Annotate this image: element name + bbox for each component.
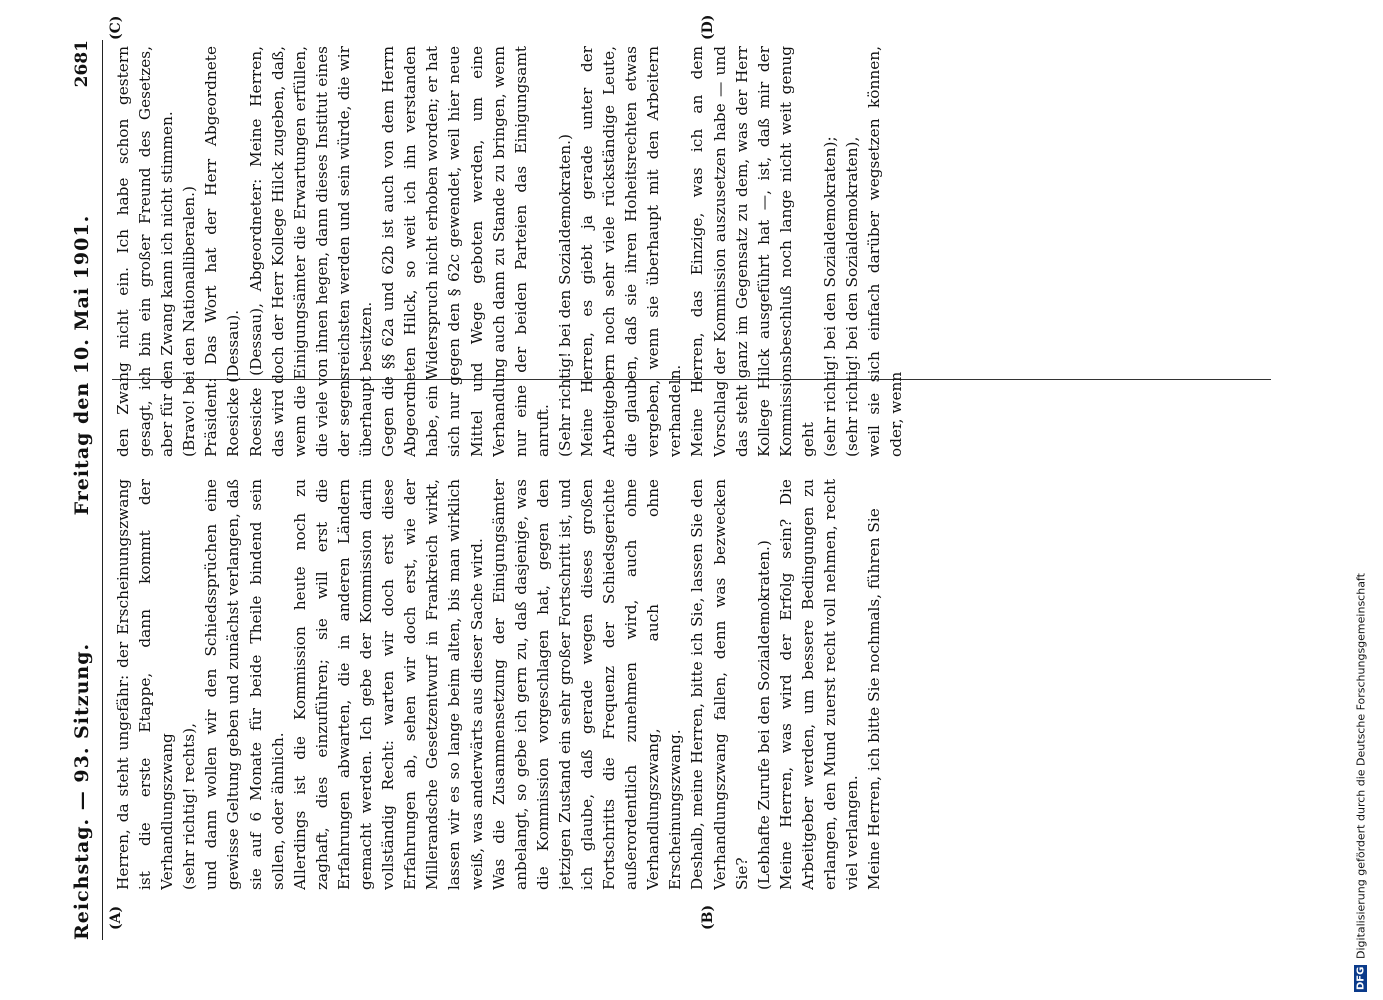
paragraph: Gegen die §§ 62a und 62b ist auch von dem Herrn Abgeordneten Hilck, so weit ich ihn verstanden habe, ein Widerspruch nicht erhoben worden; er hat sich nur gegen den § 62c gewendet, weil hier neue Mittel und Wege geboten werden, um eine Verhandlung auch dann zu Stande zu bringen, wenn nur eine der beiden Parteien das Einigungsamt anruft. — [379, 46, 552, 457]
paragraph: Meine Herren, es giebt ja gerade unter der Arbeitgebern noch sehr viele rückständige Leute, die glauben, daß sie ihren Hoheitsrechten etwas vergeben, wenn sie überhaupt mit den Arbeitern verhandeln. — [577, 46, 685, 457]
paragraph: Roesicke (Dessau), Abgeordneter: Meine Herren, das wird doch der Herr Kollege Hilck zugeben, daß, wenn die Einigungsämter die Erwartungen erfüllen, die viele von ihnen hegen, dann dieses Institut eines der segensreichsten werden und sein würde, die wir überhaupt besitzen. — [246, 46, 376, 457]
running-header — [62, 40, 103, 940]
paragraph: Präsident: Das Wort hat der Herr Abgeordnete Roesicke (Dessau). — [202, 46, 243, 457]
paragraph: (sehr richtig! rechts), — [180, 723, 199, 890]
page-number: 2681 — [72, 40, 92, 88]
paragraph: (Sehr richtig! bei den Sozialdemokraten.) — [555, 134, 574, 457]
header-date: Freitag den 10. Mai 1901. — [71, 214, 93, 516]
right-column — [112, 46, 1271, 457]
margin-marker-a: (A) — [108, 905, 124, 930]
paragraph: Meine Herren, das Einzige, was ich an dem Vorschlag der Kommission auszusetzen habe — und das steht ganz im Gegensatz zu dem, was der Herr Kollege Hilck ausgeführt hat —, ist, daß mir der Kommissionsbeschluß noch lange nicht weit genug geht — [688, 46, 817, 457]
paragraph: (sehr richtig! bei den Sozialdemokraten), — [843, 136, 862, 457]
paragraph: (Bravo! bei den Nationalliberalen.) — [180, 186, 199, 457]
paragraph: und dann wollen wir den Schiedssprüchen eine gewisse Geltung geben und zunächst verlangen, daß sie auf 6 Monate für beide Theile bindend sein sollen, oder ähnlich. — [202, 479, 287, 890]
paragraph: (Lebhafte Zurufe bei den Sozialdemokraten.) — [754, 540, 773, 890]
paragraph: Meine Herren, ich bitte Sie nochmals, führen Sie — [865, 508, 884, 890]
paragraph: Meine Herren, was wird der Erfolg sein? Die Arbeitgeber werden, um bessere Bedingungen zu erlangen, den Mund zuerst recht voll nehmen, recht viel verlangen. — [776, 479, 862, 890]
left-column — [112, 479, 1271, 890]
paragraph: (sehr richtig! bei den Sozialdemokraten); — [821, 136, 839, 457]
text-columns — [112, 46, 1271, 890]
margin-marker-c: (C) — [108, 15, 124, 40]
margin-marker-d: (D) — [700, 14, 716, 40]
dfg-logo: DFG — [1355, 966, 1367, 990]
header-left: Reichstag. — 93. Sitzung. — [71, 642, 93, 940]
funding-text: Digitalisierung gefördert durch die Deutsche Forschungsgemeinschaft — [1354, 572, 1368, 959]
paragraph: Herren, da steht ungefähr: der Erscheinungszwang ist die erste Etappe, dann kommt der Verhandlungszwang — [114, 479, 177, 890]
margin-marker-b: (B) — [700, 904, 716, 930]
funding-note — [1345, 8, 1377, 992]
paragraph: Was die Zusammensetzung der Einigungsämter anbelangt, so gebe ich gern zu, daß dasjenige, was die Kommission vorgeschlagen hat, gegen den jetzigen Zustand ein sehr großer Fortschritt ist, und ich glaube, daß gerade wegen dieses großen Fortschritts die Frequenz der Schiedsgerichte außerordentlich zunehmen wird, auch ohne Verhandlungszwang, auch ohne Erscheinungszwang. — [489, 479, 685, 890]
paragraph: Allerdings ist die Kommission heute noch zu zaghaft, dies einzuführen; sie will erst die Erfahrungen abwarten, die in anderen Ländern gemacht werden. Ich gebe der Kommission darin vollständig Recht: warten wir doch erst diese Erfahrungen ab, sehen wir doch erst, wie der Millerandsche Gesetzentwurf in Frankreich wirkt, lassen wir es so lange beim alten, bis man wirklich weiß, was anderwärts aus dieser Sache wird. — [290, 479, 486, 890]
paragraph: Deshalb, meine Herren, bitte ich Sie, lassen Sie den Verhandlungszwang fallen, denn was bezwecken Sie? — [688, 479, 751, 890]
paragraph: den Zwang nicht ein. Ich habe schon gestern gesagt, ich bin ein großer Freund des Gesetzes, aber für den Zwang kann ich nicht stimmen. — [114, 46, 177, 457]
paragraph: weil sie sich einfach darüber wegsetzen können, oder, wenn — [865, 46, 906, 457]
